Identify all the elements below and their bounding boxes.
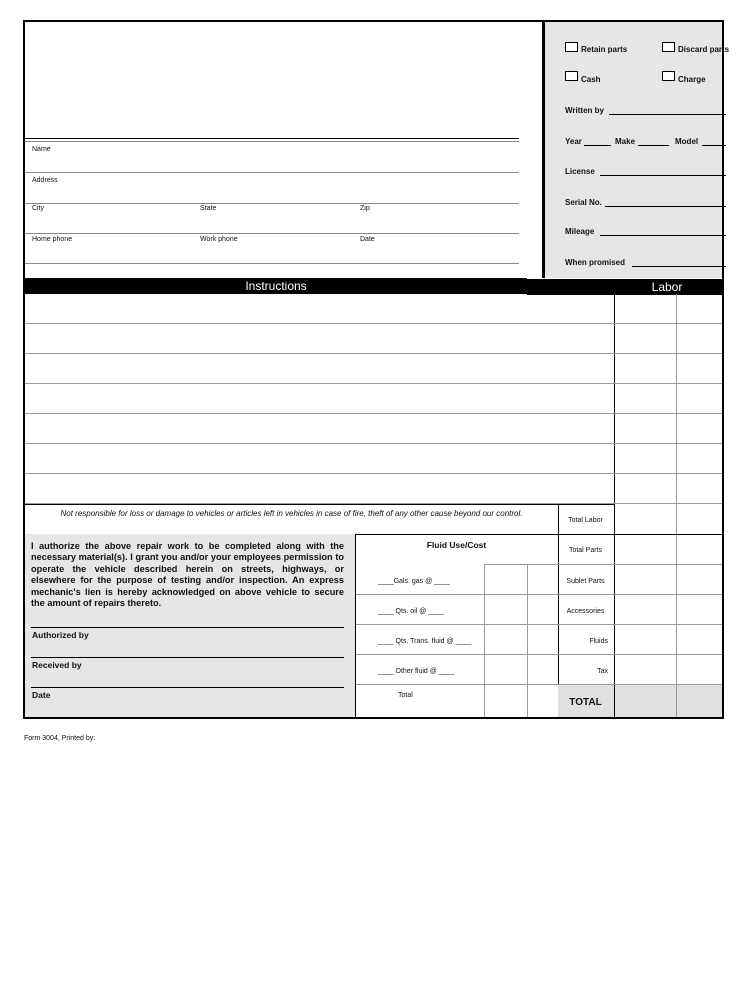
instruction-line <box>25 413 614 414</box>
home-phone-label: Home phone <box>32 236 73 243</box>
other-fluid-line: ____ Other fluid @ ____ <box>378 668 455 675</box>
gas-fluid-line: ____Gals. gas @ ____ <box>378 578 450 585</box>
business-header-area <box>25 22 519 138</box>
address-label: Address <box>32 177 58 184</box>
labor-column-divider <box>676 685 677 717</box>
mileage-line[interactable] <box>600 235 726 236</box>
fluid-column-divider <box>527 564 528 717</box>
year-label: Year <box>565 137 582 146</box>
state-label: State <box>200 205 217 212</box>
license-label: License <box>565 167 595 176</box>
instructions-area[interactable] <box>25 294 614 508</box>
instructions-header: Instructions <box>25 278 527 294</box>
field-line <box>25 138 519 139</box>
when-promised-label: When promised <box>565 258 626 267</box>
fluid-row-line <box>484 564 558 565</box>
section-divider <box>25 504 614 505</box>
field-line <box>25 263 519 264</box>
instruction-line <box>25 323 614 324</box>
labor-row-line <box>614 383 722 384</box>
signature-line <box>31 627 344 628</box>
discard-parts-label: Discard parts <box>678 45 730 54</box>
cash-label: Cash <box>581 75 601 84</box>
field-line <box>25 203 519 204</box>
total-labor-label: Total Labor <box>568 517 603 524</box>
labor-row-line <box>614 503 722 504</box>
year-line[interactable] <box>584 145 611 146</box>
license-line[interactable] <box>600 175 726 176</box>
totals-row-line <box>356 624 722 625</box>
instruction-line <box>25 473 614 474</box>
charge-checkbox[interactable] <box>662 71 675 81</box>
retain-parts-label: Retain parts <box>581 45 628 54</box>
name-label: Name <box>32 146 51 153</box>
sublet-parts-label: Sublet Parts <box>566 578 605 585</box>
field-line <box>25 172 519 173</box>
retain-parts-checkbox[interactable] <box>565 42 578 52</box>
accessories-label: Accessories <box>566 608 605 615</box>
mileage-label: Mileage <box>565 227 595 236</box>
city-label: City <box>32 205 45 212</box>
model-line[interactable] <box>702 145 726 146</box>
totals-row-line <box>356 594 722 595</box>
repair-order-form <box>23 20 730 719</box>
instruction-line <box>25 443 614 444</box>
fluid-total-label: Total <box>398 692 413 699</box>
received-by-label: Received by <box>32 660 82 670</box>
authorized-by-line[interactable] <box>31 657 344 658</box>
discard-parts-checkbox[interactable] <box>662 42 675 52</box>
labor-row-line <box>614 443 722 444</box>
fluids-label: Fluids <box>589 638 608 645</box>
labor-row-line <box>614 413 722 414</box>
authorization-text: I authorize the above repair work to be completed along with the necessary material(s). I grant you and/or your employees permission to operate the vehicle described herein on streets, highways, or elsewhere for the purpose of testing and/or inspection. An express mechanic's lien is hereby acknowledged on above vehicle to secure the amount of repairs thereto. <box>31 541 344 609</box>
make-label: Make <box>615 137 636 146</box>
field-line <box>25 141 519 142</box>
received-by-line[interactable] <box>31 687 344 688</box>
zip-label: Zip <box>360 205 370 212</box>
field-line <box>25 233 519 234</box>
labor-row-line <box>614 323 722 324</box>
authorization-block <box>25 534 356 717</box>
totals-divider <box>614 685 615 717</box>
totals-row-line <box>356 534 722 535</box>
when-promised-line[interactable] <box>632 266 726 267</box>
labor-row-line <box>614 353 722 354</box>
model-label: Model <box>675 137 699 146</box>
make-line[interactable] <box>638 145 669 146</box>
trans-fluid-line: ____ Qts. Trans. fluid @ ____ <box>378 638 472 645</box>
form-footer: Form 3004, Printed by: <box>24 735 96 742</box>
written-by-label: Written by <box>565 106 604 115</box>
instruction-line <box>25 383 614 384</box>
serial-no-line[interactable] <box>605 206 726 207</box>
charge-label: Charge <box>678 75 706 84</box>
labor-header: Labor <box>527 279 722 295</box>
liability-notice: Not responsible for loss or damage to vehicles or articles left in vehicles in case of fire, theft of any other cause beyond our control. <box>60 509 523 518</box>
cash-checkbox[interactable] <box>565 71 578 81</box>
serial-no-label: Serial No. <box>565 198 602 207</box>
auth-date-label: Date <box>32 690 51 700</box>
oil-fluid-line: ____ Qts. oil @ ____ <box>378 608 444 615</box>
instruction-line <box>25 353 614 354</box>
date-label: Date <box>360 236 375 243</box>
work-phone-label: Work phone <box>200 236 238 243</box>
vehicle-info-panel <box>542 22 730 278</box>
grand-total-label: TOTAL <box>569 697 602 708</box>
fluid-column-divider <box>484 564 485 717</box>
labor-row-line <box>614 473 722 474</box>
authorized-by-label: Authorized by <box>32 630 89 640</box>
tax-label: Tax <box>597 668 608 675</box>
fluid-use-title: Fluid Use/Cost <box>426 540 487 550</box>
totals-row-line <box>356 654 722 655</box>
totals-row-line <box>558 564 722 565</box>
written-by-line[interactable] <box>609 114 726 115</box>
total-parts-label: Total Parts <box>568 547 603 554</box>
